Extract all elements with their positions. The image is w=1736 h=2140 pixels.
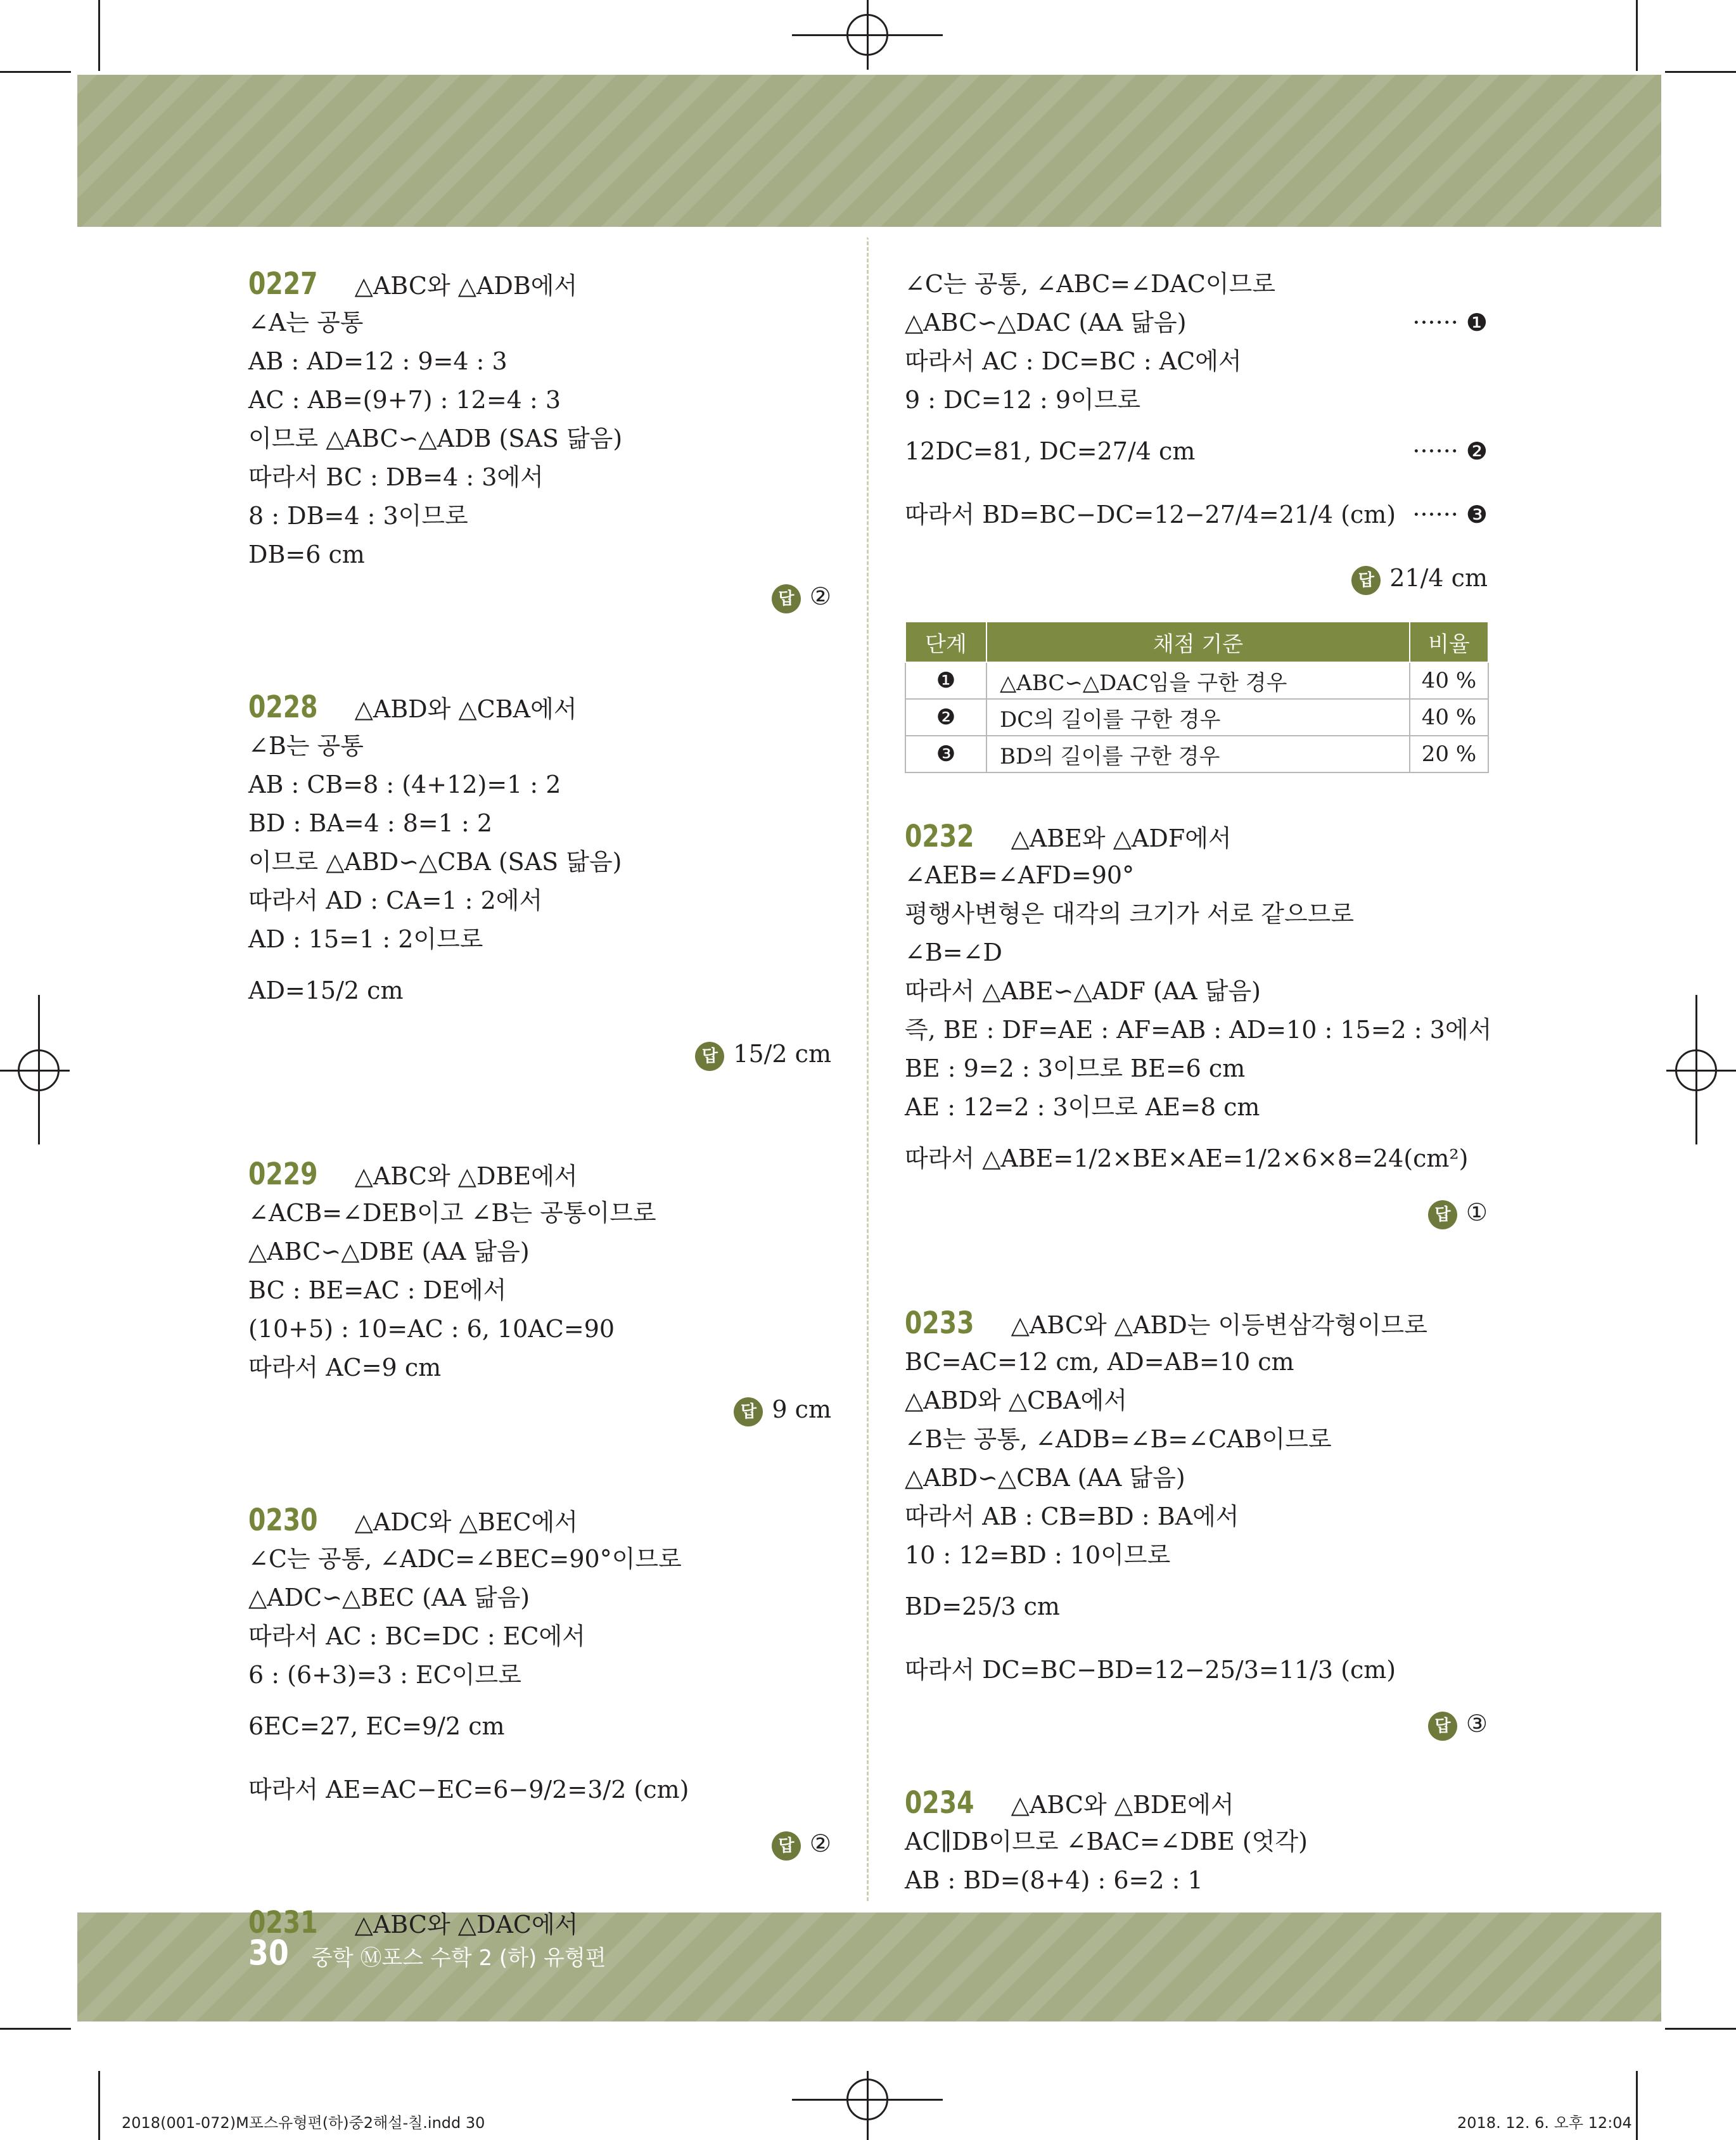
page-number: 30 — [248, 1933, 289, 1973]
solution-line: 따라서 AC : BC=DC : EC에서 — [248, 1622, 585, 1650]
solution-line: 6EC=27, EC=9/2 cm — [248, 1712, 505, 1740]
print-slug-date: 2018. 12. 6. 오후 12:04 — [1457, 2114, 1632, 2132]
problem-0233 — [905, 1304, 1488, 1746]
table-row — [905, 736, 1488, 772]
solution-line: △ADC∽△BEC (AA 닮음) — [248, 1584, 530, 1611]
problem-number: 0229 — [248, 1156, 318, 1192]
crop-mark — [1636, 2071, 1638, 2140]
problem-0231-start — [248, 1904, 831, 1942]
solution-line: 즉, BE : DF=AE : AF=AB : AD=10 : 15=2 : 3에서 — [905, 1016, 1492, 1044]
solution-line: AB : BD=(8+4) : 6=2 : 1 — [905, 1866, 1203, 1894]
solution-line: ∠AEB=∠AFD=90° — [905, 861, 1135, 889]
solution-line: 따라서 AD : CA=1 : 2에서 — [248, 887, 543, 914]
answer-value: ② — [809, 582, 831, 610]
answer-value: ② — [809, 1829, 831, 1857]
answer-badge: 답 — [734, 1397, 763, 1426]
solution-line: △ABD와 △CBA에서 — [354, 695, 577, 723]
crop-mark — [98, 0, 100, 71]
solution-line: (10+5) : 10=AC : 6, 10AC=90 — [248, 1315, 615, 1343]
solution-line: 10 : 12=BD : 10이므로 — [905, 1541, 1171, 1569]
scoring-table — [905, 621, 1489, 773]
table-cell: ❶ — [905, 662, 986, 699]
answer — [248, 1387, 831, 1432]
solution-line: △ABE와 △ADF에서 — [1011, 824, 1232, 852]
solution-line: AC : AB=(9+7) : 12=4 : 3 — [248, 386, 561, 414]
crop-mark — [1636, 0, 1638, 71]
table-header: 단계 — [905, 622, 986, 662]
answer — [905, 546, 1488, 610]
solution-line: △ABC와 △DBE에서 — [354, 1162, 578, 1190]
answer-badge: 답 — [772, 1831, 801, 1861]
problem-number: 0232 — [905, 819, 974, 854]
answer-value: 9 cm — [772, 1395, 831, 1423]
answer-value: 15/2 cm — [733, 1040, 831, 1068]
crop-mark — [0, 2028, 71, 2030]
problem-number: 0234 — [905, 1785, 974, 1821]
table-row — [905, 699, 1488, 736]
solution-line: BD=25/3 cm — [905, 1592, 1060, 1620]
answer-value: ③ — [1465, 1710, 1488, 1738]
solution-line: BC=AC=12 cm, AD=AB=10 cm — [905, 1348, 1294, 1376]
solution-line: 평행사변형은 대각의 크기가 서로 같으므로 — [905, 900, 1355, 928]
divider-notch — [859, 1901, 877, 1913]
solution-line: △ABC와 △ABD는 이등변삼각형이므로 — [1011, 1311, 1427, 1339]
solution-line: ∠B는 공통, ∠ADB=∠B=∠CAB이므로 — [905, 1425, 1332, 1453]
crop-mark — [1665, 71, 1736, 73]
step-mark: ······ ❸ — [1412, 501, 1488, 529]
answer-badge: 답 — [772, 584, 801, 613]
solution-line: 12DC=81, DC=27/4 cm — [905, 437, 1196, 465]
table-cell: ❷ — [905, 699, 986, 736]
registration-circle — [846, 14, 888, 56]
step-mark: ······ ❶ — [1412, 309, 1488, 336]
solution-line: △ABC와 △DAC에서 — [354, 1911, 578, 1938]
answer-badge: 답 — [1351, 566, 1381, 595]
solution-line: 6 : (6+3)=3 : EC이므로 — [248, 1661, 521, 1689]
step-mark: ······ ❷ — [1412, 437, 1488, 465]
table-cell: DC의 길이를 구한 경우 — [986, 699, 1410, 736]
problem-0231-continued — [905, 265, 1488, 773]
solution-line: 따라서 DC=BC−BD=12−25/3=11/3 (cm) — [905, 1656, 1396, 1684]
solution-line: △ABD와 △CBA에서 — [905, 1387, 1127, 1414]
solution-line: BC : BE=AC : DE에서 — [248, 1276, 507, 1304]
problem-number: 0231 — [248, 1905, 318, 1940]
solution-line: △ABC와 △BDE에서 — [1011, 1791, 1234, 1819]
answer-value: 21/4 cm — [1389, 564, 1488, 592]
solution-line: △ABC와 △ADB에서 — [354, 272, 578, 300]
right-column — [905, 265, 1492, 1900]
divider-notch — [859, 227, 877, 238]
crop-mark — [98, 2071, 100, 2140]
table-header: 비율 — [1410, 622, 1488, 662]
table-cell: 40 % — [1410, 662, 1488, 699]
table-cell: ❸ — [905, 736, 986, 772]
solution-line: 8 : DB=4 : 3이므로 — [248, 502, 468, 530]
problem-number: 0227 — [248, 266, 318, 302]
solution-line: ∠B=∠D — [905, 939, 1002, 966]
header-band — [77, 75, 1661, 227]
solution-line: AD=15/2 cm — [248, 977, 404, 1004]
solution-line: △ABD∽△CBA (AA 닮음) — [905, 1464, 1185, 1492]
answer — [248, 574, 831, 618]
solution-line: 따라서 AB : CB=BD : BA에서 — [905, 1502, 1239, 1530]
solution-line: AB : CB=8 : (4+12)=1 : 2 — [248, 771, 561, 798]
left-column — [248, 265, 831, 1942]
answer-badge: 답 — [695, 1042, 724, 1071]
problem-0228 — [248, 688, 831, 1086]
solution-line: 따라서 AC=9 cm — [248, 1354, 442, 1381]
solution-line: BE : 9=2 : 3이므로 BE=6 cm — [905, 1054, 1246, 1082]
table-header-row — [905, 622, 1488, 662]
solution-line: 따라서 △ABE=1/2×BE×AE=1/2×6×8=24(cm²) — [905, 1144, 1469, 1172]
solution-line: 이므로 △ABD∽△CBA (SAS 닮음) — [248, 848, 622, 876]
answer-badge: 답 — [1428, 1712, 1457, 1741]
problem-0229 — [248, 1155, 831, 1432]
crop-mark — [1665, 2028, 1736, 2030]
solution-line: △ABC∽△DAC (AA 닮음) — [905, 309, 1187, 336]
solution-line: 이므로 △ABC∽△ADB (SAS 닮음) — [248, 425, 623, 452]
solution-line: △ADC와 △BEC에서 — [354, 1508, 578, 1536]
print-slug-file: 2018(001-072)M포스유형편(하)중2해설-칠.indd 30 — [122, 2114, 485, 2132]
answer — [248, 1821, 831, 1866]
problem-number: 0233 — [905, 1305, 974, 1341]
problem-number: 0230 — [248, 1502, 318, 1538]
solution-line: AD : 15=1 : 2이므로 — [248, 925, 483, 953]
solution-line: △ABC∽△DBE (AA 닮음) — [248, 1238, 530, 1265]
table-header: 채점 기준 — [986, 622, 1410, 662]
column-divider — [867, 236, 869, 1901]
solution-line: ∠C는 공통, ∠ADC=∠BEC=90°이므로 — [248, 1545, 682, 1573]
answer — [905, 1701, 1488, 1746]
registration-circle — [1675, 1049, 1717, 1091]
solution-line: 따라서 △ABE∽△ADF (AA 닮음) — [905, 977, 1261, 1005]
table-row — [905, 662, 1488, 699]
solution-line: DB=6 cm — [248, 541, 365, 568]
solution-line: BD : BA=4 : 8=1 : 2 — [248, 809, 493, 837]
table-cell: 20 % — [1410, 736, 1488, 772]
problem-0227 — [248, 265, 831, 618]
solution-line: 따라서 AE=AC−EC=6−9/2=3/2 (cm) — [248, 1776, 689, 1804]
solution-line: ∠ACB=∠DEB이고 ∠B는 공통이므로 — [248, 1199, 656, 1227]
problem-0234 — [905, 1784, 1488, 1900]
solution-line: 9 : DC=12 : 9이므로 — [905, 386, 1141, 414]
solution-line: 따라서 BD=BC−DC=12−27/4=21/4 (cm) — [905, 501, 1396, 529]
solution-line: ∠B는 공통 — [248, 732, 364, 760]
problem-0230 — [248, 1501, 831, 1866]
answer — [248, 1022, 831, 1086]
answer-badge: 답 — [1428, 1200, 1457, 1229]
registration-circle — [846, 2079, 888, 2120]
table-cell: △ABC∽△DAC임을 구한 경우 — [986, 662, 1410, 699]
problem-0232 — [905, 817, 1492, 1234]
problem-number: 0228 — [248, 689, 318, 725]
crop-mark — [0, 71, 71, 73]
answer — [905, 1190, 1488, 1234]
solution-line: AC∥DB이므로 ∠BAC=∠DBE (엇각) — [905, 1828, 1308, 1855]
table-cell: 40 % — [1410, 699, 1488, 736]
solution-line: AE : 12=2 : 3이므로 AE=8 cm — [905, 1093, 1260, 1121]
solution-line: 따라서 AC : DC=BC : AC에서 — [905, 347, 1242, 375]
solution-line: 따라서 BC : DB=4 : 3에서 — [248, 463, 544, 491]
solution-line: ∠A는 공통 — [248, 309, 364, 336]
solution-line: ∠C는 공통, ∠ABC=∠DAC이므로 — [905, 270, 1276, 298]
table-cell: BD의 길이를 구한 경우 — [986, 736, 1410, 772]
solution-line: AB : AD=12 : 9=4 : 3 — [248, 347, 507, 375]
registration-circle — [18, 1049, 60, 1091]
book-title: 중학 Ⓜ포스 수학 2 (하) 유형편 — [312, 1945, 606, 1971]
answer-value: ① — [1465, 1198, 1488, 1226]
